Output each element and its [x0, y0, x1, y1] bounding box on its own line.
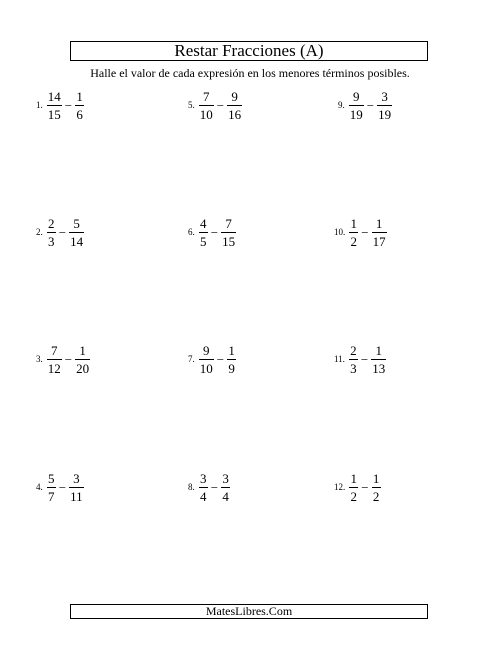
problem-8	[188, 470, 230, 504]
denominator: 10	[199, 106, 213, 122]
fraction-a	[199, 89, 214, 122]
problem-number: 3.	[36, 354, 43, 364]
problem-number: 9.	[338, 100, 345, 110]
numerator: 1	[228, 342, 235, 358]
minus-sign: −	[58, 479, 67, 495]
instructions-text: Halle el valor de cada expresión en los menores términos posibles.	[90, 66, 410, 80]
denominator: 2	[372, 488, 380, 504]
denominator: 19	[349, 106, 363, 122]
problem-7	[188, 342, 236, 376]
numerator: 1	[350, 215, 357, 231]
minus-sign: −	[210, 224, 219, 240]
denominator: 7	[48, 488, 55, 504]
minus-sign: −	[361, 224, 369, 240]
denominator: 15	[47, 106, 61, 122]
numerator: 3	[377, 89, 392, 106]
denominator: 13	[372, 360, 386, 376]
numerator: 3	[69, 471, 84, 488]
fraction-a	[349, 89, 364, 122]
problem-number: 4.	[36, 482, 43, 492]
numerator: 3	[200, 470, 207, 486]
numerator: 5	[69, 216, 84, 233]
problem-2	[36, 215, 84, 249]
problem-number: 10.	[334, 227, 346, 237]
problem-6	[188, 215, 236, 249]
problem-4	[36, 470, 84, 504]
numerator: 1	[350, 470, 357, 486]
denominator: 16	[228, 106, 242, 122]
denominator: 3	[48, 233, 55, 249]
numerator: 3	[222, 470, 229, 486]
minus-sign: −	[64, 97, 73, 113]
problem-5	[188, 88, 242, 122]
fraction-a	[349, 471, 358, 504]
numerator: 1	[76, 88, 83, 104]
minus-sign: −	[361, 479, 369, 495]
fraction-b	[371, 343, 386, 376]
fraction-a	[47, 89, 62, 122]
numerator: 2	[48, 215, 55, 231]
denominator: 14	[70, 233, 84, 249]
fraction-a	[47, 216, 56, 249]
fraction-b	[75, 89, 84, 122]
problem-number: 1.	[36, 100, 43, 110]
problem-number: 8.	[188, 482, 195, 492]
denominator: 2	[350, 233, 357, 249]
denominator: 4	[222, 488, 229, 504]
numerator: 1	[372, 216, 387, 233]
denominator: 20	[76, 360, 90, 376]
minus-sign: −	[210, 479, 219, 495]
denominator: 17	[372, 233, 386, 249]
fraction-a	[199, 343, 214, 376]
numerator: 5	[48, 470, 55, 486]
minus-sign: −	[216, 97, 225, 113]
fraction-a	[47, 471, 56, 504]
numerator: 2	[350, 342, 357, 358]
minus-sign: −	[64, 351, 73, 367]
denominator: 6	[76, 106, 83, 122]
fraction-b	[69, 471, 84, 504]
numerator: 9	[349, 89, 364, 106]
problem-12	[334, 470, 381, 504]
fraction-a	[199, 471, 208, 504]
problem-11	[334, 342, 386, 376]
denominator: 4	[200, 488, 207, 504]
problem-number: 11.	[334, 354, 345, 364]
problem-1	[36, 88, 84, 122]
minus-sign: −	[58, 224, 67, 240]
minus-sign: −	[360, 351, 369, 367]
problem-number: 6.	[188, 227, 195, 237]
minus-sign: −	[216, 351, 225, 367]
footer-site-name: MatesLibres.Com	[70, 604, 428, 619]
denominator: 2	[350, 488, 357, 504]
fraction-b	[75, 343, 90, 376]
numerator: 1	[75, 343, 90, 360]
fraction-b	[227, 343, 236, 376]
fraction-a	[47, 343, 62, 376]
numerator: 7	[221, 216, 236, 233]
fraction-b	[372, 471, 381, 504]
fraction-b	[372, 216, 387, 249]
worksheet-title: Restar Fracciones (A)	[70, 41, 428, 61]
denominator: 11	[70, 488, 83, 504]
problem-3	[36, 342, 90, 376]
problem-number: 2.	[36, 227, 43, 237]
fraction-a	[349, 343, 358, 376]
denominator: 9	[228, 360, 235, 376]
denominator: 19	[378, 106, 392, 122]
numerator: 7	[199, 89, 214, 106]
minus-sign: −	[366, 97, 375, 113]
fraction-b	[377, 89, 392, 122]
denominator: 10	[199, 360, 213, 376]
fraction-a	[199, 216, 208, 249]
problem-10	[334, 215, 387, 249]
problem-9	[338, 88, 392, 122]
numerator: 7	[47, 343, 62, 360]
denominator: 15	[222, 233, 236, 249]
problem-number: 7.	[188, 354, 195, 364]
fraction-b	[221, 471, 230, 504]
fraction-a	[349, 216, 358, 249]
numerator: 14	[47, 88, 61, 104]
numerator: 1	[371, 343, 386, 360]
problem-number: 5.	[188, 100, 195, 110]
numerator: 1	[372, 470, 380, 486]
denominator: 12	[47, 360, 61, 376]
denominator: 3	[350, 360, 357, 376]
denominator: 5	[200, 233, 207, 249]
numerator: 9	[227, 89, 242, 106]
problem-number: 12.	[334, 482, 346, 492]
fraction-b	[227, 89, 242, 122]
numerator: 9	[199, 343, 214, 360]
fraction-b	[69, 216, 84, 249]
numerator: 4	[200, 215, 207, 231]
fraction-b	[221, 216, 236, 249]
